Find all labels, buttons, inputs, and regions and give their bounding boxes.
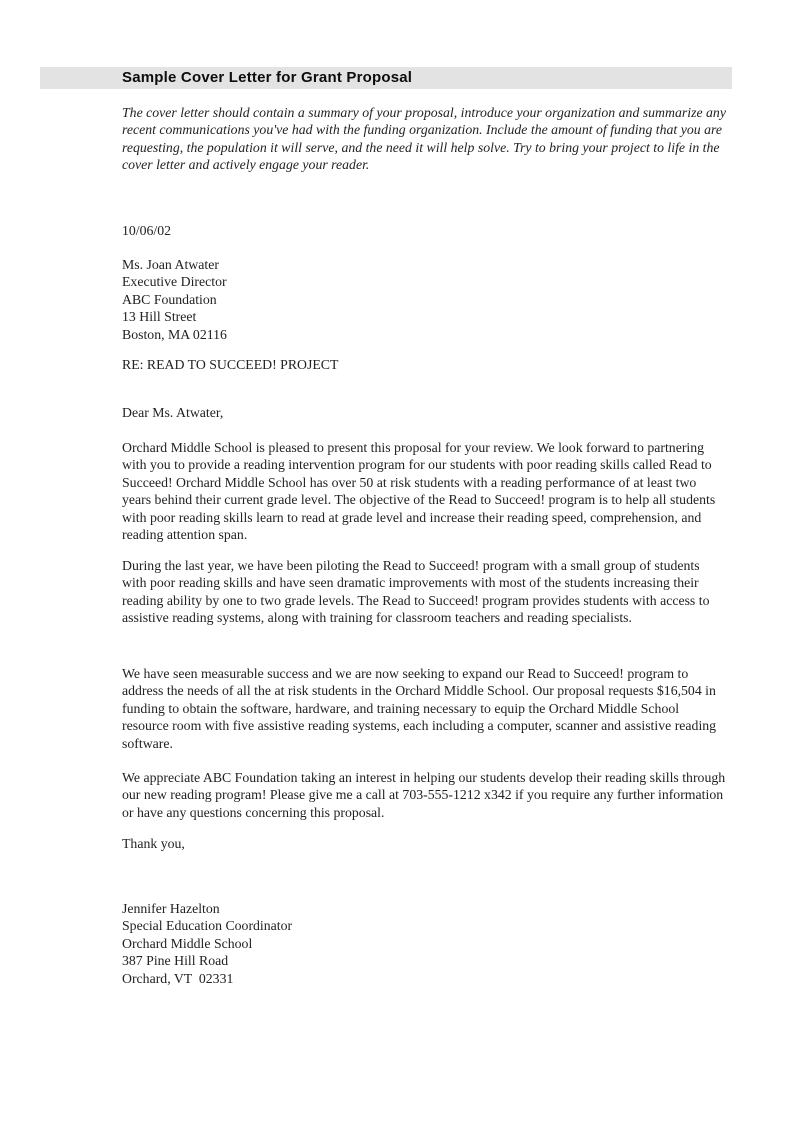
signature-title: Special Education Coordinator	[122, 918, 293, 934]
signature-street: 387 Pine Hill Road	[122, 953, 229, 969]
signature-block	[122, 900, 726, 987]
intro-note: The cover letter should contain a summary of your proposal, introduce your organization and summarize any recent communications you've had with the funding organization. Include the amount of funding that you are requesting, the population it will serve, and the need it will help solve. Try to bring your project to life in the cover letter and actively engage your reader.	[122, 105, 726, 173]
signature-name: Jennifer Hazelton	[122, 901, 220, 916]
recipient-name: Ms. Joan Atwater	[122, 257, 219, 272]
signature-city-state-zip: Orchard, VT 02331	[122, 970, 234, 986]
signature-organization: Orchard Middle School	[122, 935, 253, 951]
body-paragraph-2: During the last year, we have been piloting the Read to Succeed! program with a small group of students with poor reading skills and have seen dramatic improvements with most of the students increasing their reading ability by one to two grade levels. The Read to Succeed! program provides students with access to assistive reading systems, along with training for classroom teachers and reading specialists.	[122, 558, 710, 626]
body-paragraph-1: Orchard Middle School is pleased to present this proposal for your review. We look forward to partnering with you to provide a reading intervention program for our students with poor reading skills called Read to Succeed! Orchard Middle School has over 50 at risk students with a reading performance of at least two years behind their current grade level. The objective of the Read to Succeed! program is to help all students with poor reading skills learn to read at grade level and increase their reading speed, comprehension, and reading attention span.	[122, 440, 716, 543]
recipient-organization: ABC Foundation	[122, 291, 217, 307]
recipient-address	[122, 256, 726, 343]
body-paragraph-3: We have seen measurable success and we are now seeking to expand our Read to Succeed! program to address the needs of all the at risk students in the Orchard Middle School. Our proposal requests $16,504 in funding to obtain the software, hardware, and training necessary to equip the Orchard Middle School resource room with five assistive reading systems, each including a computer, scanner and assistive reading software.	[122, 666, 717, 751]
body-paragraph-4: We appreciate ABC Foundation taking an interest in helping our students develop their reading skills through our new reading program! Please give me a call at 703-555-1212 x342 if you require any further information or have any questions concerning this proposal.	[122, 770, 726, 820]
subject-line: RE: READ TO SUCCEED! PROJECT	[122, 357, 339, 372]
section-title-bar	[40, 67, 732, 89]
recipient-title: Executive Director	[122, 274, 227, 290]
document-title: Sample Cover Letter for Grant Proposal	[122, 69, 413, 86]
recipient-city-state-zip: Boston, MA 02116	[122, 326, 227, 342]
salutation: Dear Ms. Atwater,	[122, 405, 224, 420]
letter-date: 10/06/02	[122, 223, 172, 238]
recipient-street: 13 Hill Street	[122, 309, 197, 325]
closing: Thank you,	[122, 836, 185, 851]
